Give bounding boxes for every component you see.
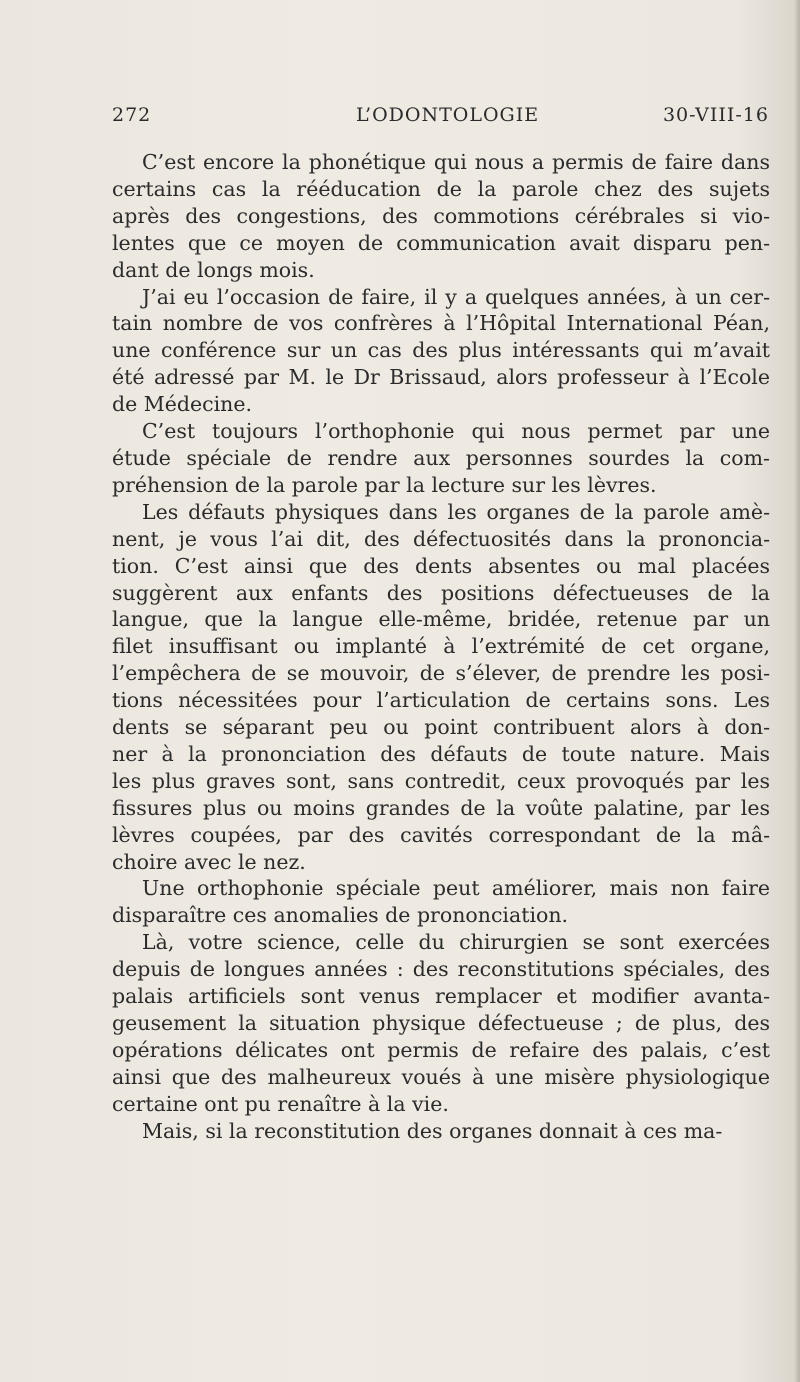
text-line: filet insuffisant ou implanté à l’extrémité de cet organe, (112, 634, 770, 659)
text-line: dents se séparant peu ou point contribuent alors à don- (112, 715, 770, 740)
text-line: été adressé par M. le Dr Brissaud, alors professeur à l’Ecole (112, 365, 770, 390)
text-line: préhension de la parole par la lecture sur les lèvres. (112, 472, 657, 497)
paragraph (112, 875, 770, 929)
text-line: C’est toujours l’orthophonie qui nous permet par une (142, 419, 770, 444)
text-line: ner à la prononciation des défauts de toute nature. Mais (112, 741, 770, 766)
text-line: Là, votre science, celle du chirurgien se sont exercées (142, 930, 770, 955)
text-line: choire avec le nez. (112, 849, 306, 874)
text-line: tion. C’est ainsi que des dents absentes ou mal placées (112, 553, 770, 578)
text-line: Les défauts physiques dans les organes de la parole amè- (142, 499, 770, 524)
text-line: l’empêchera de se mouvoir, de s’élever, de prendre les posi- (112, 661, 770, 686)
text-line: C’est encore la phonétique qui nous a permis de faire dans (142, 150, 770, 174)
page-number: 272 (112, 104, 152, 126)
text-line: geusement la situation physique défectueuse ; de plus, des (112, 1011, 770, 1035)
text-line: lèvres coupées, par des cavités correspondant de la mâ- (112, 822, 770, 847)
text-line: Mais, si la reconstitution des organes donnait à ces ma- (142, 1118, 723, 1143)
text-line: opérations délicates ont permis de refaire des palais, c’est (112, 1037, 770, 1062)
text-line: de Médecine. (112, 392, 253, 417)
text-line: certains cas la rééducation de la parole chez des sujets (112, 176, 770, 201)
text-line: lentes que ce moyen de communication avait disparu pen- (112, 230, 770, 255)
text-line: fissures plus ou moins grandes de la voûte palatine, par les (112, 795, 770, 820)
paragraph (112, 499, 770, 876)
text-line: dant de longs mois. (112, 257, 315, 282)
text-line: après des congestions, des commotions cérébrales si vio- (112, 203, 770, 228)
text-line: palais artificiels sont venus remplacer et modifier avanta- (112, 984, 770, 1009)
paragraph (112, 1118, 770, 1145)
text-line: les plus graves sont, sans contredit, ceux provoqués par les (112, 768, 770, 793)
issue-date: 30-VIII-16 (662, 104, 769, 126)
text-line: certaine ont pu renaître à la vie. (112, 1091, 449, 1116)
page-edge-shadow (794, 0, 800, 1382)
paragraph (112, 149, 770, 284)
text-line: étude spéciale de rendre aux personnes sourdes la com- (112, 445, 770, 470)
paragraph (112, 929, 770, 1117)
journal-title: L’ODONTOLOGIE (356, 104, 540, 126)
text-line: depuis de longues années : des reconstitutions spéciales, des (112, 957, 770, 982)
text-line: nent, je vous l’ai dit, des défectuosités dans la prononcia- (112, 526, 770, 551)
text-line: ainsi que des malheureux voués à une misère physiologique (112, 1064, 770, 1089)
text-line: J’ai eu l’occasion de faire, il y a quelques années, à un cer- (142, 284, 770, 309)
text-line: tain nombre de vos confrères à l’Hôpital International Péan, (112, 311, 770, 336)
text-line: une conférence sur un cas des plus intéressants qui m’avait (112, 338, 770, 363)
article-body (112, 149, 770, 1145)
text-line: suggèrent aux enfants des positions défectueuses de la (112, 580, 770, 605)
text-line: tions nécessitées pour l’articulation de certains sons. Les (112, 688, 770, 713)
paragraph (112, 284, 770, 419)
text-line: langue, que la langue elle-même, bridée, retenue par un (112, 607, 770, 632)
running-header (112, 104, 769, 134)
text-line: disparaître ces anomalies de prononciation. (112, 903, 569, 928)
text-line: Une orthophonie spéciale peut améliorer, mais non faire (142, 876, 770, 901)
paragraph (112, 418, 770, 499)
